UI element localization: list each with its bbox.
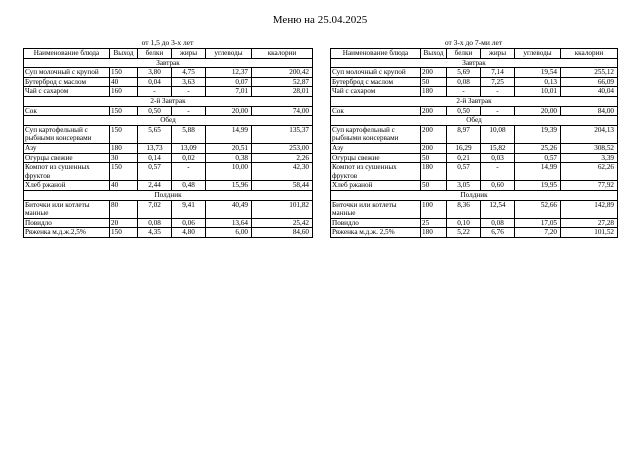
column-header: углеводы <box>206 49 252 59</box>
kcal-cell: 66,09 <box>561 77 618 87</box>
portion-cell: 200 <box>421 106 447 116</box>
table-row <box>24 143 313 153</box>
carbs-cell: 25,26 <box>515 143 561 153</box>
protein-cell: 5,69 <box>447 68 481 78</box>
kcal-cell: 62,26 <box>561 163 618 181</box>
carbs-cell: 40,49 <box>206 200 252 218</box>
dish-name: Компот из сушенных фруктов <box>24 163 110 181</box>
fat-cell: 15,82 <box>481 143 515 153</box>
column-header: Наименование блюда <box>331 49 421 59</box>
kcal-cell: 77,92 <box>561 181 618 191</box>
portion-cell: 50 <box>421 153 447 163</box>
table-header-row <box>331 49 618 59</box>
portion-cell: 20 <box>110 218 138 228</box>
kcal-cell: 28,01 <box>252 87 313 97</box>
kcal-cell: 58,44 <box>252 181 313 191</box>
dish-name: Сок <box>24 106 110 116</box>
dish-name: Биточки или котлеты манные <box>331 200 421 218</box>
protein-cell: 7,02 <box>138 200 172 218</box>
carbs-cell: 15,96 <box>206 181 252 191</box>
fat-cell: 4,75 <box>172 68 206 78</box>
dish-name: Хлеб ржаной <box>331 181 421 191</box>
portion-cell: 50 <box>421 77 447 87</box>
protein-cell: 0,14 <box>138 153 172 163</box>
protein-cell: 5,22 <box>447 228 481 238</box>
protein-cell: 16,29 <box>447 143 481 153</box>
column-header: углеводы <box>515 49 561 59</box>
carbs-cell: 14,99 <box>206 125 252 143</box>
carbs-cell: 7,01 <box>206 87 252 97</box>
kcal-cell: 3,39 <box>561 153 618 163</box>
meal-section-title: 2-й Завтрак <box>331 96 618 106</box>
fat-cell: 13,09 <box>172 143 206 153</box>
fat-cell: - <box>481 163 515 181</box>
menu-table <box>23 48 313 238</box>
meal-section-title: Обед <box>24 116 313 126</box>
kcal-cell: 2,26 <box>252 153 313 163</box>
table-row <box>331 143 618 153</box>
kcal-cell: 25,42 <box>252 218 313 228</box>
fat-cell: 9,41 <box>172 200 206 218</box>
section-row <box>331 116 618 126</box>
portion-cell: 50 <box>421 181 447 191</box>
carbs-cell: 0,07 <box>206 77 252 87</box>
carbs-cell: 6,00 <box>206 228 252 238</box>
table-row <box>24 200 313 218</box>
carbs-cell: 0,38 <box>206 153 252 163</box>
portion-cell: 30 <box>110 153 138 163</box>
fat-cell: - <box>172 163 206 181</box>
dish-name: Бутерброд с маслом <box>24 77 110 87</box>
portion-cell: 150 <box>110 163 138 181</box>
table-row <box>24 68 313 78</box>
fat-cell: 3,63 <box>172 77 206 87</box>
meal-section-title: Полдник <box>331 190 618 200</box>
carbs-cell: 10,01 <box>515 87 561 97</box>
carbs-cell: 20,51 <box>206 143 252 153</box>
fat-cell: 0,48 <box>172 181 206 191</box>
kcal-cell: 74,00 <box>252 106 313 116</box>
kcal-cell: 27,28 <box>561 218 618 228</box>
carbs-cell: 12,37 <box>206 68 252 78</box>
dish-name: Суп молочный с крупой <box>24 68 110 78</box>
portion-cell: 180 <box>421 228 447 238</box>
section-row <box>24 58 313 68</box>
table-header-row <box>24 49 313 59</box>
portion-cell: 80 <box>110 200 138 218</box>
protein-cell: 0,57 <box>138 163 172 181</box>
dish-name: Повидло <box>24 218 110 228</box>
fat-cell: 5,88 <box>172 125 206 143</box>
kcal-cell: 84,60 <box>252 228 313 238</box>
portion-cell: 150 <box>110 228 138 238</box>
portion-cell: 150 <box>110 125 138 143</box>
section-row <box>331 96 618 106</box>
protein-cell: 0,57 <box>447 163 481 181</box>
kcal-cell: 52,87 <box>252 77 313 87</box>
portion-cell: 150 <box>110 68 138 78</box>
table-row <box>24 228 313 238</box>
menu-table <box>330 48 618 238</box>
dish-name: Огурцы свежие <box>331 153 421 163</box>
fat-cell: 0,03 <box>481 153 515 163</box>
protein-cell: 13,73 <box>138 143 172 153</box>
protein-cell: 2,44 <box>138 181 172 191</box>
fat-cell: - <box>172 106 206 116</box>
dish-name: Чай с сахаром <box>331 87 421 97</box>
portion-cell: 40 <box>110 181 138 191</box>
column-header: ккалории <box>252 49 313 59</box>
table-row <box>331 200 618 218</box>
fat-cell: 7,14 <box>481 68 515 78</box>
menu-group-preschool <box>330 38 617 238</box>
section-row <box>24 190 313 200</box>
kcal-cell: 101,52 <box>561 228 618 238</box>
table-row <box>24 181 313 191</box>
section-row <box>24 96 313 106</box>
table-row <box>24 77 313 87</box>
carbs-cell: 52,66 <box>515 200 561 218</box>
fat-cell: 0,60 <box>481 181 515 191</box>
protein-cell: 0,08 <box>447 77 481 87</box>
protein-cell: 8,97 <box>447 125 481 143</box>
table-row <box>24 125 313 143</box>
protein-cell: 5,65 <box>138 125 172 143</box>
dish-name: Огурцы свежие <box>24 153 110 163</box>
portion-cell: 160 <box>110 87 138 97</box>
dish-name: Суп картофельный с рыбными консервами <box>24 125 110 143</box>
table-row <box>24 163 313 181</box>
carbs-cell: 14,99 <box>515 163 561 181</box>
portion-cell: 180 <box>421 163 447 181</box>
fat-cell: - <box>172 87 206 97</box>
meal-section-title: Завтрак <box>24 58 313 68</box>
carbs-cell: 19,95 <box>515 181 561 191</box>
protein-cell: - <box>447 87 481 97</box>
portion-cell: 200 <box>421 125 447 143</box>
fat-cell: - <box>481 87 515 97</box>
menu-group-toddlers <box>23 38 312 238</box>
column-header: Выход <box>421 49 447 59</box>
column-header: Наименование блюда <box>24 49 110 59</box>
carbs-cell: 13,64 <box>206 218 252 228</box>
table-row <box>24 218 313 228</box>
table-row <box>331 218 618 228</box>
table-row <box>24 153 313 163</box>
kcal-cell: 204,13 <box>561 125 618 143</box>
table-row <box>331 153 618 163</box>
fat-cell: 10,08 <box>481 125 515 143</box>
fat-cell: 0,08 <box>481 218 515 228</box>
fat-cell: 6,76 <box>481 228 515 238</box>
dish-name: Ряженка м.д.ж. 2,5% <box>331 228 421 238</box>
carbs-cell: 20,00 <box>515 106 561 116</box>
carbs-cell: 10,00 <box>206 163 252 181</box>
portion-cell: 25 <box>421 218 447 228</box>
fat-cell: 4,80 <box>172 228 206 238</box>
page-title: Меню на 25.04.2025 <box>272 14 368 26</box>
portion-cell: 40 <box>110 77 138 87</box>
age-group-label: от 1,5 до 3-х лет <box>141 38 194 47</box>
carbs-cell: 19,54 <box>515 68 561 78</box>
portion-cell: 180 <box>110 143 138 153</box>
section-row <box>331 58 618 68</box>
table-row <box>331 106 618 116</box>
dish-name: Компот из сушенных фруктов <box>331 163 421 181</box>
kcal-cell: 84,00 <box>561 106 618 116</box>
portion-cell: 100 <box>421 200 447 218</box>
meal-section-title: Обед <box>331 116 618 126</box>
carbs-cell: 17,05 <box>515 218 561 228</box>
kcal-cell: 255,12 <box>561 68 618 78</box>
table-row <box>331 125 618 143</box>
carbs-cell: 0,13 <box>515 77 561 87</box>
protein-cell: 0,04 <box>138 77 172 87</box>
meal-section-title: Завтрак <box>331 58 618 68</box>
column-header: ккалории <box>561 49 618 59</box>
kcal-cell: 42,30 <box>252 163 313 181</box>
age-group-label: от 3-х до 7-ми лет <box>444 38 503 47</box>
protein-cell: 3,05 <box>447 181 481 191</box>
protein-cell: 0,50 <box>447 106 481 116</box>
kcal-cell: 308,52 <box>561 143 618 153</box>
table-row <box>331 68 618 78</box>
fat-cell: 12,54 <box>481 200 515 218</box>
portion-cell: 150 <box>110 106 138 116</box>
protein-cell: 0,10 <box>447 218 481 228</box>
kcal-cell: 40,04 <box>561 87 618 97</box>
meal-section-title: 2-й Завтрак <box>24 96 313 106</box>
table-row <box>331 181 618 191</box>
table-row <box>24 106 313 116</box>
protein-cell: 0,08 <box>138 218 172 228</box>
meal-section-title: Полдник <box>24 190 313 200</box>
table-row <box>331 77 618 87</box>
portion-cell: 180 <box>421 87 447 97</box>
column-header: белки <box>447 49 481 59</box>
dish-name: Биточки или котлеты манные <box>24 200 110 218</box>
table-row <box>331 163 618 181</box>
carbs-cell: 19,39 <box>515 125 561 143</box>
carbs-cell: 0,57 <box>515 153 561 163</box>
table-row <box>331 87 618 97</box>
section-row <box>24 116 313 126</box>
kcal-cell: 142,89 <box>561 200 618 218</box>
kcal-cell: 253,00 <box>252 143 313 153</box>
kcal-cell: 101,82 <box>252 200 313 218</box>
dish-name: Азу <box>331 143 421 153</box>
dish-name: Суп картофельный с рыбными консервами <box>331 125 421 143</box>
fat-cell: 0,02 <box>172 153 206 163</box>
column-header: жиры <box>481 49 515 59</box>
column-header: Выход <box>110 49 138 59</box>
carbs-cell: 7,20 <box>515 228 561 238</box>
fat-cell: - <box>481 106 515 116</box>
dish-name: Чай с сахаром <box>24 87 110 97</box>
dish-name: Повидло <box>331 218 421 228</box>
column-header: жиры <box>172 49 206 59</box>
table-row <box>24 87 313 97</box>
carbs-cell: 20,00 <box>206 106 252 116</box>
kcal-cell: 200,42 <box>252 68 313 78</box>
dish-name: Азу <box>24 143 110 153</box>
column-header: белки <box>138 49 172 59</box>
fat-cell: 7,25 <box>481 77 515 87</box>
protein-cell: 8,36 <box>447 200 481 218</box>
protein-cell: 3,80 <box>138 68 172 78</box>
section-row <box>331 190 618 200</box>
protein-cell: 0,21 <box>447 153 481 163</box>
dish-name: Ряженка м.д.ж.2,5% <box>24 228 110 238</box>
kcal-cell: 135,37 <box>252 125 313 143</box>
fat-cell: 0,06 <box>172 218 206 228</box>
dish-name: Хлеб ржаной <box>24 181 110 191</box>
dish-name: Суп молочный с крупой <box>331 68 421 78</box>
dish-name: Сок <box>331 106 421 116</box>
table-row <box>331 228 618 238</box>
dish-name: Бутерброд с маслом <box>331 77 421 87</box>
portion-cell: 200 <box>421 68 447 78</box>
protein-cell: 4,35 <box>138 228 172 238</box>
portion-cell: 200 <box>421 143 447 153</box>
protein-cell: 0,50 <box>138 106 172 116</box>
protein-cell: - <box>138 87 172 97</box>
